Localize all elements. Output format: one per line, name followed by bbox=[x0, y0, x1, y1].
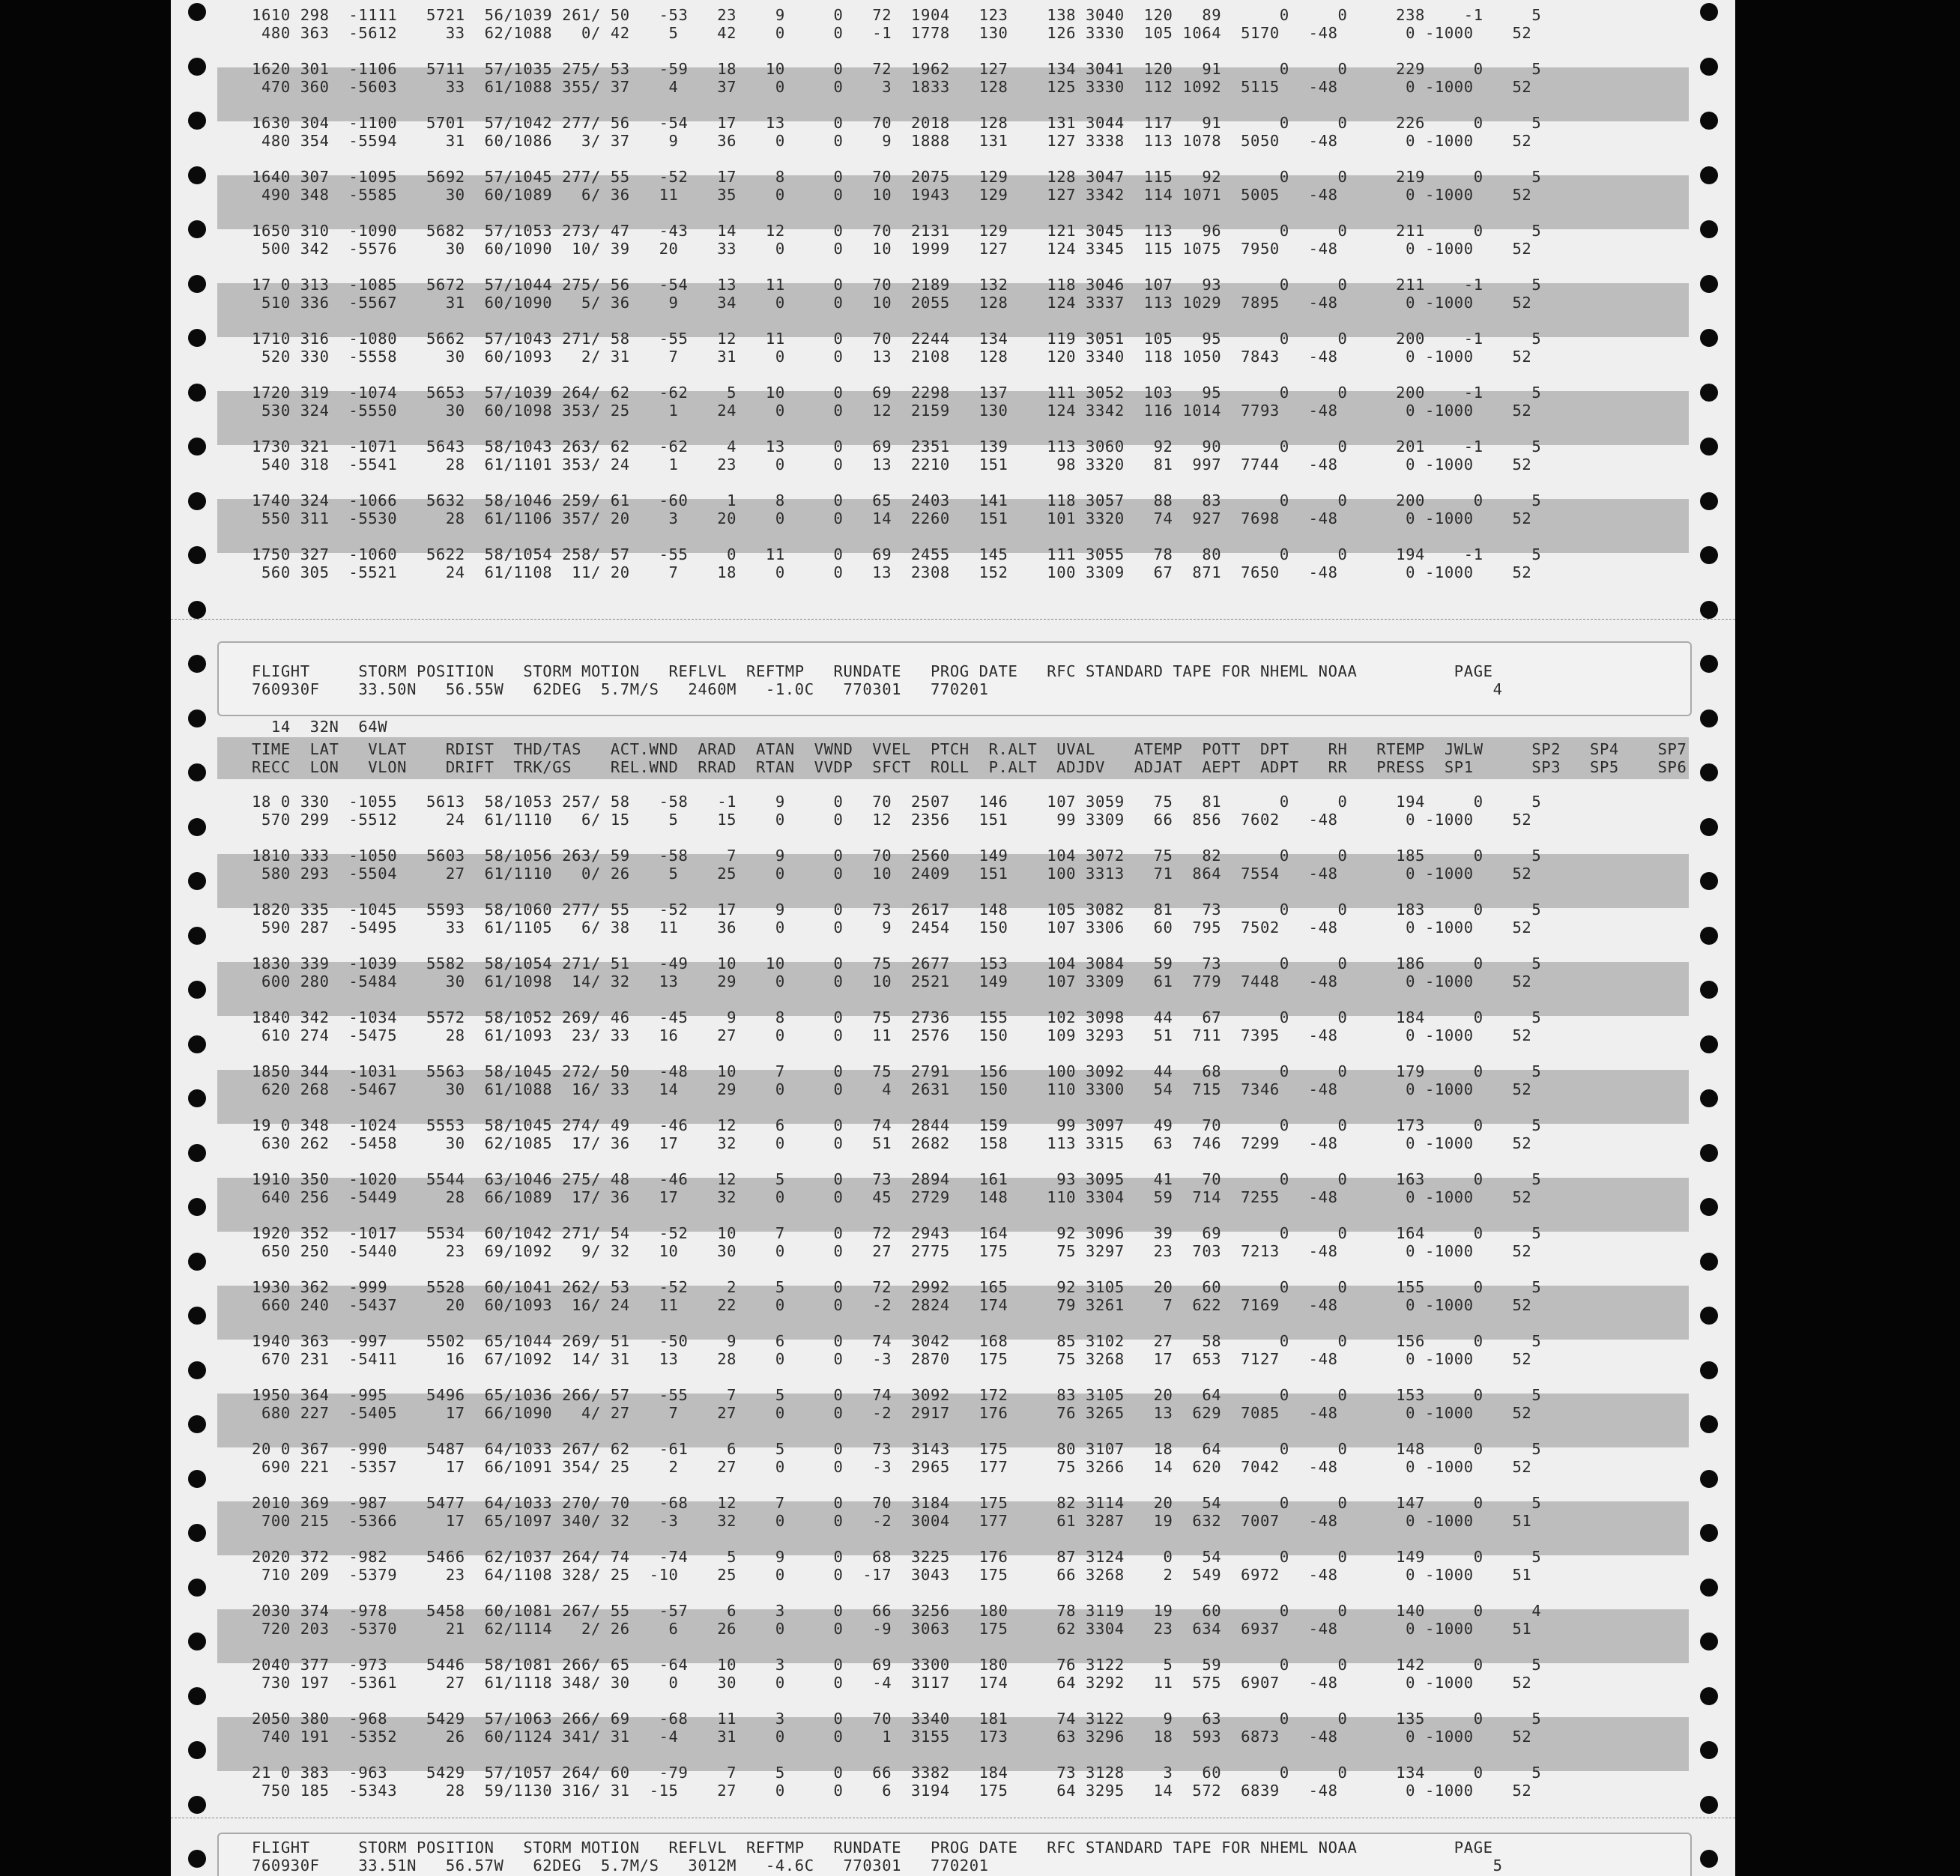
record-line-primary: 18 0 330 -1055 5613 58/1053 257/ 58 -58 -1 9 0 70 2507 146 107 3059 75 81 0 0 194 0 5 bbox=[252, 793, 1542, 811]
tractor-feed-hole bbox=[1700, 872, 1718, 890]
tractor-feed-hole bbox=[1700, 1687, 1718, 1705]
data-record bbox=[217, 1596, 1689, 1650]
record-line-secondary: 670 231 -5411 16 67/1092 14/ 31 13 28 0 0 -3 2870 175 75 3268 17 653 7127 -48 0 -1000 52 bbox=[252, 1350, 1532, 1368]
tractor-feed-hole bbox=[1700, 1796, 1718, 1814]
tractor-feed-hole bbox=[188, 1796, 206, 1814]
record-line-secondary: 720 203 -5370 21 62/1114 2/ 26 6 26 0 0 -9 3063 175 62 3304 23 634 6937 -48 0 -1000 51 bbox=[252, 1620, 1532, 1638]
tractor-feed-hole bbox=[188, 329, 206, 347]
page-3-records-section bbox=[217, 0, 1689, 592]
tractor-feed-hole bbox=[188, 1089, 206, 1107]
tractor-feed-hole bbox=[188, 112, 206, 130]
tractor-feed-hole bbox=[1700, 1144, 1718, 1162]
record-line-primary: 1950 364 -995 5496 65/1036 266/ 57 -55 7 5 0 74 3092 172 83 3105 20 64 0 0 153 0 5 bbox=[252, 1386, 1542, 1404]
record-line-secondary: 570 299 -5512 24 61/1110 6/ 15 5 15 0 0 12 2356 151 99 3309 66 856 7602 -48 0 -1000 52 bbox=[252, 811, 1532, 829]
tractor-feed-hole bbox=[188, 166, 206, 184]
record-line-secondary: 500 342 -5576 30 60/1090 10/ 39 20 33 0 0 10 1999 127 124 3345 115 1075 7950 -48 0 -1000 52 bbox=[252, 240, 1532, 258]
left-tractor-strip bbox=[171, 0, 223, 1876]
data-record bbox=[217, 841, 1689, 895]
record-line-primary: 1830 339 -1039 5582 58/1054 271/ 51 -49 10 10 0 75 2677 153 104 3084 59 73 0 0 186 0 5 bbox=[252, 954, 1542, 972]
record-line-primary: 1620 301 -1106 5711 57/1035 275/ 53 -59 18 10 0 72 1962 127 134 3041 120 91 0 0 229 0 5 bbox=[252, 60, 1542, 78]
page-4-coordinate-line bbox=[217, 718, 1689, 736]
tractor-feed-hole bbox=[188, 384, 206, 402]
column-header-line-2: RECC LON VLON DRIFT TRK/GS REL.WND RRAD RTAN VVDP SFCT ROLL P.ALT ADJDV ADJAT AEPT ADPT RR PRESS SP1 SP3 SP5 SP6 bbox=[252, 758, 1687, 776]
record-line-secondary: 640 256 -5449 28 66/1089 17/ 36 17 32 0 0 45 2729 148 110 3304 59 714 7255 -48 0 -1000 52 bbox=[252, 1188, 1532, 1206]
record-line-secondary: 590 287 -5495 33 61/1105 6/ 38 11 36 0 0 9 2454 150 107 3306 60 795 7502 -48 0 -1000 52 bbox=[252, 919, 1532, 937]
record-line-primary: 1840 342 -1034 5572 58/1052 269/ 46 -45 9 8 0 75 2736 155 102 3098 44 67 0 0 184 0 5 bbox=[252, 1008, 1542, 1026]
tractor-feed-hole bbox=[1700, 1035, 1718, 1053]
record-line-primary: 1730 321 -1071 5643 58/1043 263/ 62 -62 4 13 0 69 2351 139 113 3060 92 90 0 0 201 -1 5 bbox=[252, 438, 1542, 456]
tractor-feed-hole bbox=[1700, 1253, 1718, 1271]
record-line-primary: 1610 298 -1111 5721 56/1039 261/ 50 -53 23 9 0 72 1904 123 138 3040 120 89 0 0 238 -1 5 bbox=[252, 6, 1542, 24]
data-record bbox=[217, 1218, 1689, 1272]
tractor-feed-hole bbox=[188, 763, 206, 781]
data-record bbox=[217, 1542, 1689, 1596]
page-5-header bbox=[217, 1833, 1689, 1876]
data-record bbox=[217, 1326, 1689, 1380]
right-tractor-strip bbox=[1683, 0, 1735, 1876]
record-line-secondary: 600 280 -5484 30 61/1098 14/ 32 13 29 0 0 10 2521 149 107 3309 61 779 7448 -48 0 -1000 52 bbox=[252, 972, 1532, 990]
tractor-feed-hole bbox=[188, 1633, 206, 1650]
record-line-secondary: 730 197 -5361 27 61/1118 348/ 30 0 30 0 0 -4 3117 174 64 3292 11 575 6907 -48 0 -1000 52 bbox=[252, 1674, 1532, 1692]
tractor-feed-hole bbox=[188, 1307, 206, 1325]
tractor-feed-hole bbox=[1700, 601, 1718, 619]
tractor-feed-hole bbox=[1700, 166, 1718, 184]
tractor-feed-hole bbox=[188, 1198, 206, 1216]
record-line-primary: 1750 327 -1060 5622 58/1054 258/ 57 -55 0 11 0 69 2455 145 111 3055 78 80 0 0 194 -1 5 bbox=[252, 545, 1542, 563]
record-line-primary: 2050 380 -968 5429 57/1063 266/ 69 -68 11 3 0 70 3340 181 74 3122 9 63 0 0 135 0 5 bbox=[252, 1710, 1542, 1728]
page-4-records-section bbox=[217, 787, 1689, 1813]
page-perforation bbox=[171, 1818, 1735, 1821]
record-line-primary: 2010 369 -987 5477 64/1033 270/ 70 -68 12 7 0 70 3184 175 82 3114 20 54 0 0 147 0 5 bbox=[252, 1494, 1542, 1512]
record-line-secondary: 650 250 -5440 23 69/1092 9/ 32 10 30 0 0 27 2775 175 75 3297 23 703 7213 -48 0 -1000 52 bbox=[252, 1242, 1532, 1260]
record-line-secondary: 550 311 -5530 28 61/1106 357/ 20 3 20 0 0 14 2260 151 101 3320 74 927 7698 -48 0 -1000 52 bbox=[252, 509, 1532, 527]
tractor-feed-hole bbox=[1700, 3, 1718, 21]
page-perforation bbox=[171, 619, 1735, 622]
tractor-feed-hole bbox=[188, 1470, 206, 1488]
tractor-feed-hole bbox=[188, 818, 206, 836]
record-line-secondary: 710 209 -5379 23 64/1108 328/ 25 -10 25 0 0 -17 3043 175 66 3268 2 549 6972 -48 0 -1000 51 bbox=[252, 1566, 1532, 1584]
record-line-primary: 1820 335 -1045 5593 58/1060 277/ 55 -52 17 9 0 73 2617 148 105 3082 81 73 0 0 183 0 5 bbox=[252, 901, 1542, 919]
data-record bbox=[217, 0, 1689, 54]
header-line-2: 760930F 33.50N 56.55W 62DEG 5.7M/S 2460M -1.0C 770301 770201 4 bbox=[252, 680, 1503, 698]
data-record bbox=[217, 1758, 1689, 1812]
record-line-primary: 17 0 313 -1085 5672 57/1044 275/ 56 -54 13 11 0 70 2189 132 118 3046 107 93 0 0 211 -1 5 bbox=[252, 276, 1542, 294]
tractor-feed-hole bbox=[188, 1524, 206, 1542]
data-record bbox=[217, 1002, 1689, 1056]
record-line-primary: 1640 307 -1095 5692 57/1045 277/ 55 -52 17 8 0 70 2075 129 128 3047 115 92 0 0 219 0 5 bbox=[252, 168, 1542, 186]
tractor-feed-hole bbox=[1700, 1089, 1718, 1107]
tractor-feed-hole bbox=[188, 3, 206, 21]
tractor-feed-hole bbox=[188, 1687, 206, 1705]
tractor-feed-hole bbox=[188, 1579, 206, 1597]
tractor-feed-hole bbox=[1700, 818, 1718, 836]
record-line-secondary: 740 191 -5352 26 60/1124 341/ 31 -4 31 0 0 1 3155 173 63 3296 18 593 6873 -48 0 -1000 52 bbox=[252, 1728, 1532, 1746]
record-line-secondary: 630 262 -5458 30 62/1085 17/ 36 17 32 0 0 51 2682 158 113 3315 63 746 7299 -48 0 -1000 52 bbox=[252, 1134, 1532, 1152]
coordinate-label: 14 32N 64W bbox=[252, 718, 388, 736]
tractor-feed-hole bbox=[188, 1035, 206, 1053]
header-line-1: FLIGHT STORM POSITION STORM MOTION REFLVL REFTMP RUNDATE PROG DATE RFC STANDARD TAPE FOR NHEML NOAA PAGE bbox=[252, 662, 1493, 680]
record-line-primary: 1740 324 -1066 5632 58/1046 259/ 61 -60 1 8 0 65 2403 141 118 3057 88 83 0 0 200 0 5 bbox=[252, 491, 1542, 509]
record-line-secondary: 700 215 -5366 17 65/1097 340/ 32 -3 32 0 0 -2 3004 177 61 3287 19 632 7007 -48 0 -1000 51 bbox=[252, 1512, 1532, 1530]
tractor-feed-hole bbox=[188, 872, 206, 890]
data-record bbox=[217, 324, 1689, 378]
data-record bbox=[217, 1488, 1689, 1542]
record-line-secondary: 520 330 -5558 30 60/1093 2/ 31 7 31 0 0 13 2108 128 120 3340 118 1050 7843 -48 0 -1000 52 bbox=[252, 348, 1532, 366]
tractor-feed-hole bbox=[1700, 546, 1718, 564]
data-record bbox=[217, 108, 1689, 162]
record-line-secondary: 580 293 -5504 27 61/1110 0/ 26 5 25 0 0 10 2409 151 100 3313 71 864 7554 -48 0 -1000 52 bbox=[252, 865, 1532, 883]
tractor-feed-hole bbox=[1700, 1850, 1718, 1868]
page-4-column-headers bbox=[217, 737, 1689, 791]
tractor-feed-hole bbox=[188, 927, 206, 945]
data-record bbox=[217, 162, 1689, 216]
tractor-feed-hole bbox=[188, 981, 206, 999]
data-record bbox=[217, 1056, 1689, 1110]
tractor-feed-hole bbox=[188, 58, 206, 76]
data-record bbox=[217, 1434, 1689, 1488]
header-line-2: 760930F 33.51N 56.57W 62DEG 5.7M/S 3012M -4.6C 770301 770201 5 bbox=[252, 1857, 1503, 1875]
header-line-1: FLIGHT STORM POSITION STORM MOTION REFLVL REFTMP RUNDATE PROG DATE RFC STANDARD TAPE FOR NHEML NOAA PAGE bbox=[252, 1839, 1493, 1857]
tractor-feed-hole bbox=[188, 492, 206, 510]
record-line-secondary: 480 363 -5612 33 62/1088 0/ 42 5 42 0 0 -1 1778 130 126 3330 105 1064 5170 -48 0 -1000 52 bbox=[252, 24, 1532, 42]
tractor-feed-hole bbox=[188, 1741, 206, 1759]
page-4-header bbox=[217, 641, 1689, 716]
tractor-feed-hole bbox=[188, 601, 206, 619]
record-line-secondary: 680 227 -5405 17 66/1090 4/ 27 7 27 0 0 -2 2917 176 76 3265 13 629 7085 -48 0 -1000 52 bbox=[252, 1404, 1532, 1422]
computer-printout-paper bbox=[171, 0, 1735, 1876]
record-line-secondary: 490 348 -5585 30 60/1089 6/ 36 11 35 0 0 10 1943 129 127 3342 114 1071 5005 -48 0 -1000 52 bbox=[252, 186, 1532, 204]
tractor-feed-hole bbox=[1700, 1415, 1718, 1433]
record-line-primary: 1720 319 -1074 5653 57/1039 264/ 62 -62 5 10 0 69 2298 137 111 3052 103 95 0 0 200 -1 5 bbox=[252, 384, 1542, 402]
tractor-feed-hole bbox=[188, 1415, 206, 1433]
data-record bbox=[217, 1704, 1689, 1758]
tractor-feed-hole bbox=[1700, 275, 1718, 293]
tractor-feed-hole bbox=[188, 1361, 206, 1379]
record-line-primary: 1810 333 -1050 5603 58/1056 263/ 59 -58 7 9 0 70 2560 149 104 3072 75 82 0 0 185 0 5 bbox=[252, 847, 1542, 865]
data-record bbox=[217, 1650, 1689, 1704]
record-line-primary: 2040 377 -973 5446 58/1081 266/ 65 -64 10 3 0 69 3300 180 76 3122 5 59 0 0 142 0 5 bbox=[252, 1656, 1542, 1674]
record-line-primary: 1850 344 -1031 5563 58/1045 272/ 50 -48 10 7 0 75 2791 156 100 3092 44 68 0 0 179 0 5 bbox=[252, 1062, 1542, 1080]
record-line-primary: 1710 316 -1080 5662 57/1043 271/ 58 -55 12 11 0 70 2244 134 119 3051 105 95 0 0 200 -1 5 bbox=[252, 330, 1542, 348]
tractor-feed-hole bbox=[1700, 763, 1718, 781]
record-line-primary: 2020 372 -982 5466 62/1037 264/ 74 -74 5 9 0 68 3225 176 87 3124 0 54 0 0 149 0 5 bbox=[252, 1548, 1542, 1566]
data-record bbox=[217, 378, 1689, 432]
record-line-primary: 1630 304 -1100 5701 57/1042 277/ 56 -54 17 13 0 70 2018 128 131 3044 117 91 0 0 226 0 5 bbox=[252, 114, 1542, 132]
tractor-feed-hole bbox=[1700, 384, 1718, 402]
record-line-primary: 1920 352 -1017 5534 60/1042 271/ 54 -52 10 7 0 72 2943 164 92 3096 39 69 0 0 164 0 5 bbox=[252, 1224, 1542, 1242]
record-line-secondary: 750 185 -5343 28 59/1130 316/ 31 -15 27 0 0 6 3194 175 64 3295 14 572 6839 -48 0 -1000 52 bbox=[252, 1782, 1532, 1800]
tractor-feed-hole bbox=[1700, 220, 1718, 238]
record-line-secondary: 660 240 -5437 20 60/1093 16/ 24 11 22 0 0 -2 2824 174 79 3261 7 622 7169 -48 0 -1000 52 bbox=[252, 1296, 1532, 1314]
tractor-feed-hole bbox=[188, 655, 206, 673]
record-line-primary: 1910 350 -1020 5544 63/1046 275/ 48 -46 12 5 0 73 2894 161 93 3095 41 70 0 0 163 0 5 bbox=[252, 1170, 1542, 1188]
tractor-feed-hole bbox=[1700, 981, 1718, 999]
tractor-feed-hole bbox=[188, 546, 206, 564]
tractor-feed-hole bbox=[188, 1850, 206, 1868]
tractor-feed-hole bbox=[1700, 1741, 1718, 1759]
record-line-primary: 19 0 348 -1024 5553 58/1045 274/ 49 -46 12 6 0 74 2844 159 99 3097 49 70 0 0 173 0 5 bbox=[252, 1116, 1542, 1134]
record-line-primary: 2030 374 -978 5458 60/1081 267/ 55 -57 6 3 0 66 3256 180 78 3119 19 60 0 0 140 0 4 bbox=[252, 1602, 1542, 1620]
data-record bbox=[217, 1110, 1689, 1164]
data-record bbox=[217, 1272, 1689, 1326]
record-line-primary: 1930 362 -999 5528 60/1041 262/ 53 -52 2 5 0 72 2992 165 92 3105 20 60 0 0 155 0 5 bbox=[252, 1278, 1542, 1296]
column-header-line-1: TIME LAT VLAT RDIST THD/TAS ACT.WND ARAD ATAN VWND VVEL PTCH R.ALT UVAL ATEMP POTT DPT RH RTEMP JWLW SP2 SP4 SP7 bbox=[252, 740, 1687, 758]
record-line-secondary: 470 360 -5603 33 61/1088 355/ 37 4 37 0 0 3 1833 128 125 3330 112 1092 5115 -48 0 -1000 52 bbox=[252, 78, 1532, 96]
tractor-feed-hole bbox=[188, 438, 206, 456]
data-record bbox=[217, 54, 1689, 108]
tractor-feed-hole bbox=[1700, 709, 1718, 727]
record-line-primary: 1940 363 -997 5502 65/1044 269/ 51 -50 9 6 0 74 3042 168 85 3102 27 58 0 0 156 0 5 bbox=[252, 1332, 1542, 1350]
data-record bbox=[217, 270, 1689, 324]
record-line-secondary: 620 268 -5467 30 61/1088 16/ 33 14 29 0 0 4 2631 150 110 3300 54 715 7346 -48 0 -1000 52 bbox=[252, 1080, 1532, 1098]
data-record bbox=[217, 432, 1689, 485]
record-line-secondary: 610 274 -5475 28 61/1093 23/ 33 16 27 0 0 11 2576 150 109 3293 51 711 7395 -48 0 -1000 52 bbox=[252, 1026, 1532, 1044]
tractor-feed-hole bbox=[1700, 58, 1718, 76]
tractor-feed-hole bbox=[188, 709, 206, 727]
tractor-feed-hole bbox=[1700, 927, 1718, 945]
record-line-secondary: 690 221 -5357 17 66/1091 354/ 25 2 27 0 0 -3 2965 177 75 3266 14 620 7042 -48 0 -1000 52 bbox=[252, 1458, 1532, 1476]
tractor-feed-hole bbox=[1700, 112, 1718, 130]
tractor-feed-hole bbox=[1700, 492, 1718, 510]
tractor-feed-hole bbox=[1700, 655, 1718, 673]
record-line-secondary: 540 318 -5541 28 61/1101 353/ 24 1 23 0 0 13 2210 151 98 3320 81 997 7744 -48 0 -1000 52 bbox=[252, 456, 1532, 473]
record-line-primary: 1650 310 -1090 5682 57/1053 273/ 47 -43 14 12 0 70 2131 129 121 3045 113 96 0 0 211 0 5 bbox=[252, 222, 1542, 240]
record-line-primary: 21 0 383 -963 5429 57/1057 264/ 60 -79 7 5 0 66 3382 184 73 3128 3 60 0 0 134 0 5 bbox=[252, 1764, 1542, 1782]
record-line-secondary: 560 305 -5521 24 61/1108 11/ 20 7 18 0 0 13 2308 152 100 3309 67 871 7650 -48 0 -1000 52 bbox=[252, 563, 1532, 581]
data-record bbox=[217, 895, 1689, 948]
record-line-primary: 20 0 367 -990 5487 64/1033 267/ 62 -61 6 5 0 73 3143 175 80 3107 18 64 0 0 148 0 5 bbox=[252, 1440, 1542, 1458]
tractor-feed-hole bbox=[1700, 329, 1718, 347]
record-line-secondary: 530 324 -5550 30 60/1098 353/ 25 1 24 0 0 12 2159 130 124 3342 116 1014 7793 -48 0 -1000 52 bbox=[252, 402, 1532, 420]
tractor-feed-hole bbox=[188, 220, 206, 238]
data-record bbox=[217, 216, 1689, 270]
data-record bbox=[217, 1380, 1689, 1434]
tractor-feed-hole bbox=[1700, 1633, 1718, 1650]
tractor-feed-hole bbox=[1700, 1361, 1718, 1379]
tractor-feed-hole bbox=[1700, 1307, 1718, 1325]
record-line-secondary: 510 336 -5567 31 60/1090 5/ 36 9 34 0 0 10 2055 128 124 3337 113 1029 7895 -48 0 -1000 52 bbox=[252, 294, 1532, 312]
tractor-feed-hole bbox=[1700, 1198, 1718, 1216]
tractor-feed-hole bbox=[1700, 1524, 1718, 1542]
tractor-feed-hole bbox=[188, 1144, 206, 1162]
tractor-feed-hole bbox=[188, 275, 206, 293]
tractor-feed-hole bbox=[1700, 1579, 1718, 1597]
record-line-secondary: 480 354 -5594 31 60/1086 3/ 37 9 36 0 0 9 1888 131 127 3338 113 1078 5050 -48 0 -1000 52 bbox=[252, 132, 1532, 150]
tractor-feed-hole bbox=[1700, 1470, 1718, 1488]
data-record bbox=[217, 539, 1689, 593]
data-record bbox=[217, 948, 1689, 1002]
data-record bbox=[217, 485, 1689, 539]
tractor-feed-hole bbox=[1700, 438, 1718, 456]
tractor-feed-hole bbox=[188, 1253, 206, 1271]
data-record bbox=[217, 787, 1689, 841]
data-record bbox=[217, 1164, 1689, 1218]
